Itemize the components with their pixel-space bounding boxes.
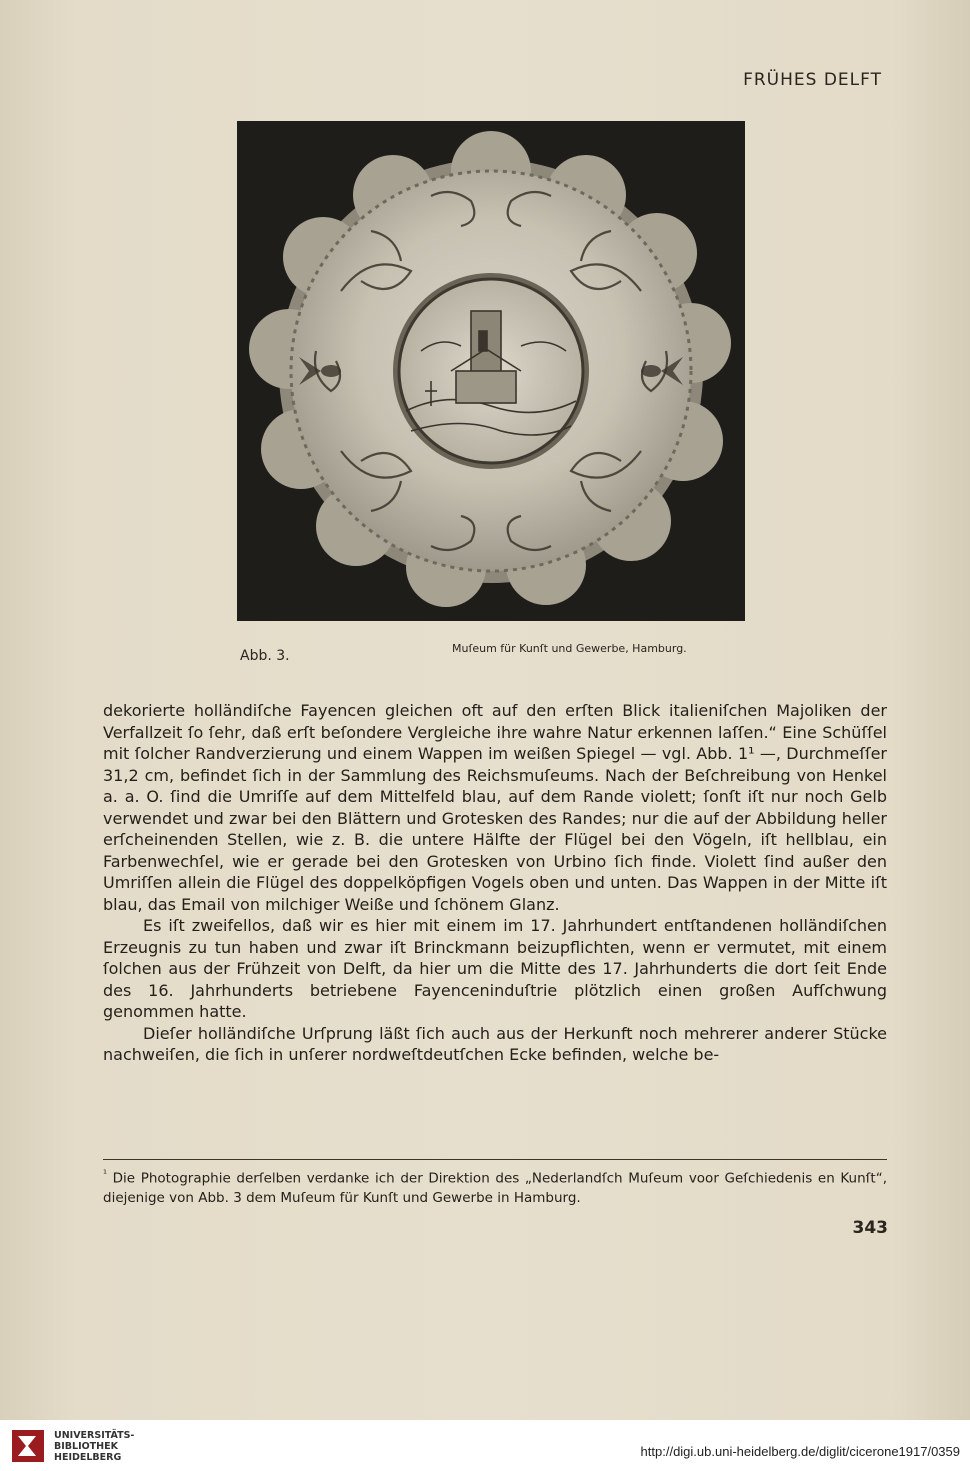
figure-credit: Muſeum für Kunſt und Gewerbe, Hamburg. — [452, 642, 687, 655]
plate-illustration — [237, 121, 745, 621]
digitization-footer — [0, 1420, 970, 1471]
paragraph-3: Dieſer holländiſche Urſprung läßt ſich auch aus der Herkunft noch mehrerer anderer Stücke nachweiſen, die ſich in unſerer nordweſtdeutſchen Ecke befinden, welche be- — [103, 1023, 887, 1064]
paragraph-2: Es iſt zweifellos, daß wir es hier mit einem im 17. Jahrhundert entſtandenen holländiſchen Erzeugnis zu tun haben und zwar iſt Brinckmann beizupflichten, wenn er vermutet, mit einem ſolchen aus der Frühzeit von Delft, da hier um die Mitte des 17. Jahrhunderts die dort ſeit Ende des 16. Jahrhunderts betriebene Fayenceninduſtrie plötzlich einen großen Aufſchwung genommen hatte. — [103, 916, 887, 1021]
footnote-rule — [103, 1159, 887, 1160]
library-line-1: UNIVERSITÄTS- — [54, 1430, 135, 1441]
footnote-text: Die Photographie derſelben verdanke ich der Direktion des „Nederlandſch Muſeum voor Geſchiedenis en Kunſt“, diejenige von Abb. 3 dem Muſeum für Kunſt und Gewerbe in Hamburg. — [103, 1170, 887, 1206]
footnote-mark: ¹ — [103, 1169, 108, 1180]
running-head: FRÜHES DELFT — [743, 70, 882, 90]
library-name — [54, 1430, 134, 1463]
paragraph-1: dekorierte holländiſche Fayencen gleichen oft auf den erſten Blick italieniſchen Majoliken der Verfallzeit ſo ſehr, daß erſt beſondere Vergleiche ihre wahre Natur erkennen laſſen.“ Eine Schüſſel mit ſolcher Randverzierung und einem Wappen im weißen Spiegel — vgl. Abb. 1¹ —, Durchmeſſer 31,2 cm, befindet ſich in der Sammlung des Reichsmuſeums. Nach der Beſchreibung von Henkel a. a. O. ſind die Umriſſe auf dem Mittelfeld blau, auf dem Rande violett; ſonſt iſt nur noch Gelb verwendet und zwar bei den Blättern und Grotesken des Randes; nur die auf der Abbildung heller erſcheinenden Stellen, wie z. B. die untere Hälfte der Flügel bei den Vögeln, iſt hellblau, ein Farbenwechſel, wie er gerade bei den Grotesken von Urbino ſich finde. Violett ſind außer den Umriſſen allein die Flügel des doppelköpfigen Vogels oben und unten. Das Wappen in der Mitte iſt blau, das Email von milchiger Weiße und ſchönem Glanz. — [103, 701, 887, 914]
library-logo-icon — [10, 1428, 46, 1464]
figure-label: Abb. 3. — [240, 648, 290, 664]
library-line-3: HEIDELBERG — [54, 1452, 122, 1463]
body-text — [103, 700, 887, 1066]
library-line-2: BIBLIOTHEK — [54, 1441, 118, 1452]
source-url-link[interactable]: http://digi.ub.uni-heidelberg.de/diglit/cicerone1917/0359 — [640, 1444, 960, 1459]
footnote — [103, 1165, 887, 1208]
page-number: 343 — [852, 1218, 888, 1238]
figure-photo-delft-plate — [237, 121, 745, 621]
